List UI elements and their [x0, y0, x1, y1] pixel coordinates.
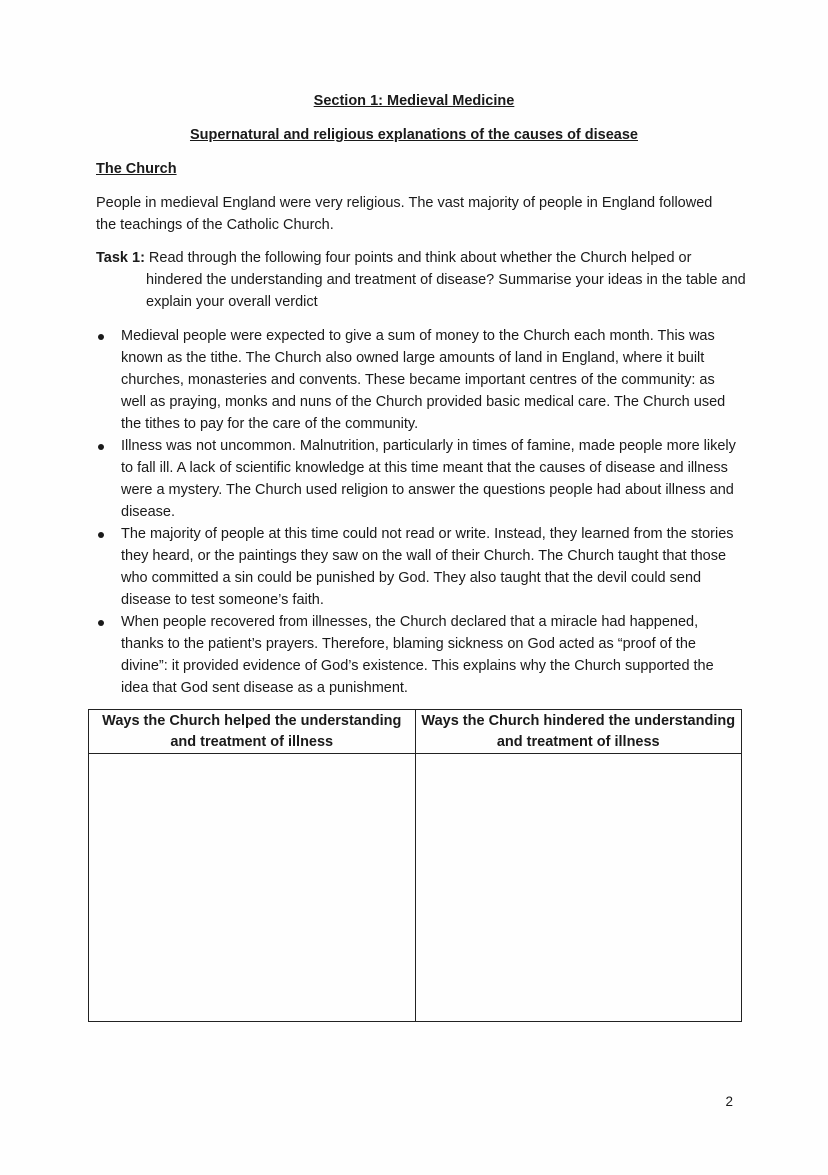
church-heading: The Church [96, 161, 177, 177]
bullet-item: When people recovered from illnesses, the Church declared that a miracle had happened, thanks to the patient’s prayers. Therefore, blaming sickness on God acted as “proof of the divine”: it provided evidence of God’s existence. This explains why the Church supported the idea that God sent disease as a punishment. [96, 611, 736, 699]
helped-column-header: Ways the Church helped the understanding and treatment of illness [89, 710, 416, 754]
bullet-item: Medieval people were expected to give a sum of money to the Church each month. This was known as the tithe. The Church also owned large amounts of land in England, where it built churches, monasteries and convents. These became important centres of the community: as well as praying, monks and nuns of the Church provided basic medical care. The Church used the tithes to pay for the care of the community. [96, 325, 736, 435]
task-text: Read through the following four points and think about whether the Church helped or hindered the understanding and treatment of disease? Summarise your ideas in the table and explain your overall verdict [144, 250, 746, 310]
table-row [89, 754, 742, 1022]
bullet-list [96, 325, 736, 699]
table-header-row [89, 710, 742, 754]
bullet-item: The majority of people at this time could not read or write. Instead, they learned from the stories they heard, or the paintings they saw on the wall of their Church. The Church taught that those who committed a sin could be punished by God. They also taught that the devil could send disease to test someone’s faith. [96, 523, 736, 611]
hindered-column-header: Ways the Church hindered the understanding and treatment of illness [415, 710, 742, 754]
task-label: Task 1: [96, 250, 145, 266]
bullet-item: Illness was not uncommon. Malnutrition, particularly in times of famine, made people more likely to fall ill. A lack of scientific knowledge at this time meant that the causes of disease and illness were a mystery. The Church used religion to answer the questions people had about illness and disease. [96, 435, 736, 523]
task-instructions [96, 247, 746, 313]
section-title: Section 1: Medieval Medicine [313, 93, 515, 109]
page-number: 2 [725, 1094, 733, 1109]
hindered-answer-cell[interactable] [415, 754, 742, 1022]
page-subtitle: Supernatural and religious explanations of the causes of disease [189, 127, 638, 143]
helped-answer-cell[interactable] [89, 754, 416, 1022]
verdict-table [88, 709, 742, 1022]
intro-paragraph: People in medieval England were very religious. The vast majority of people in England followed the teachings of the Catholic Church. [96, 195, 713, 233]
